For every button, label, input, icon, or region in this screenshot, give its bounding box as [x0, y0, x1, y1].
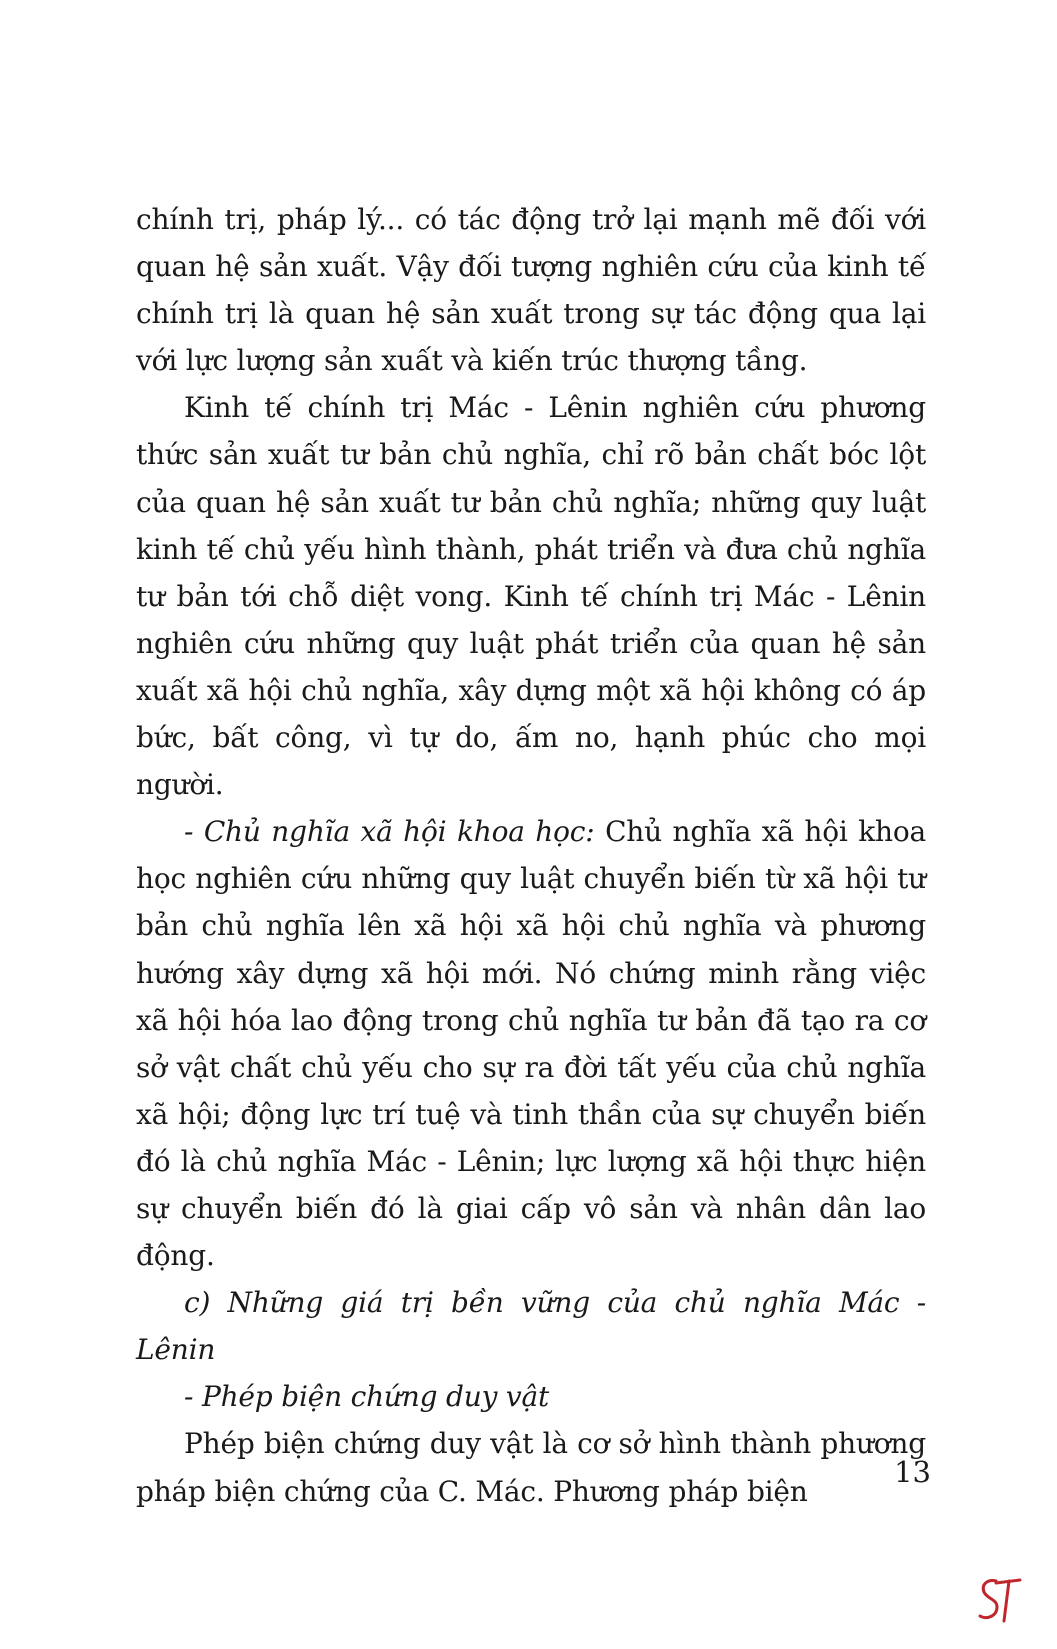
page-number: 13 — [894, 1455, 931, 1489]
publisher-logo — [976, 1575, 1024, 1625]
paragraph-last: Phép biện chứng duy vật là cơ sở hình thành phương pháp biện chứng của C. Mác. Phương pháp biện — [136, 1427, 926, 1508]
paragraph-3-body: Chủ nghĩa xã hội khoa học nghiên cứu những quy luật chuyển biến từ xã hội tư bản chủ nghĩa lên xã hội xã hội chủ nghĩa và phương hướng xây dựng xã hội mới. Nó chứng minh rằng việc xã hội hóa lao động trong chủ nghĩa tư bản đã tạo ra cơ sở vật chất chủ yếu cho sự ra đời tất yếu của chủ nghĩa xã hội; động lực trí tuệ và tinh thần của sự chuyển biến đó là chủ nghĩa Mác - Lênin; lực lượng xã hội thực hiện sự chuyển biến đó là giai cấp vô sản và nhân dân lao động. — [136, 815, 926, 1273]
subsection-heading: - Phép biện chứng duy vật — [184, 1380, 550, 1414]
paragraph-3-italic-lead: - Chủ nghĩa xã hội khoa học: — [184, 815, 595, 849]
paragraph-3 — [136, 808, 926, 1279]
section-heading-c: c) Những giá trị bền vững của chủ nghĩa Mác - Lênin — [136, 1286, 926, 1367]
paragraph-1: chính trị, pháp lý... có tác động trở lại mạnh mẽ đối với quan hệ sản xuất. Vậy đối tượng nghiên cứu của kinh tế chính trị là quan hệ sản xuất trong sự tác động qua lại với lực lượng sản xuất và kiến trúc thượng tầng. — [136, 203, 926, 378]
paragraph-2: Kinh tế chính trị Mác - Lênin nghiên cứu phương thức sản xuất tư bản chủ nghĩa, chỉ rõ bản chất bóc lột của quan hệ sản xuất tư bản chủ nghĩa; những quy luật kinh tế chủ yếu hình thành, phát triển và đưa chủ nghĩa tư bản tới chỗ diệt vong. Kinh tế chính trị Mác - Lênin nghiên cứu những quy luật phát triển của quan hệ sản xuất xã hội chủ nghĩa, xây dựng một xã hội không có áp bức, bất công, vì tự do, ấm no, hạnh phúc cho mọi người. — [136, 391, 926, 802]
body-text — [136, 196, 926, 1515]
